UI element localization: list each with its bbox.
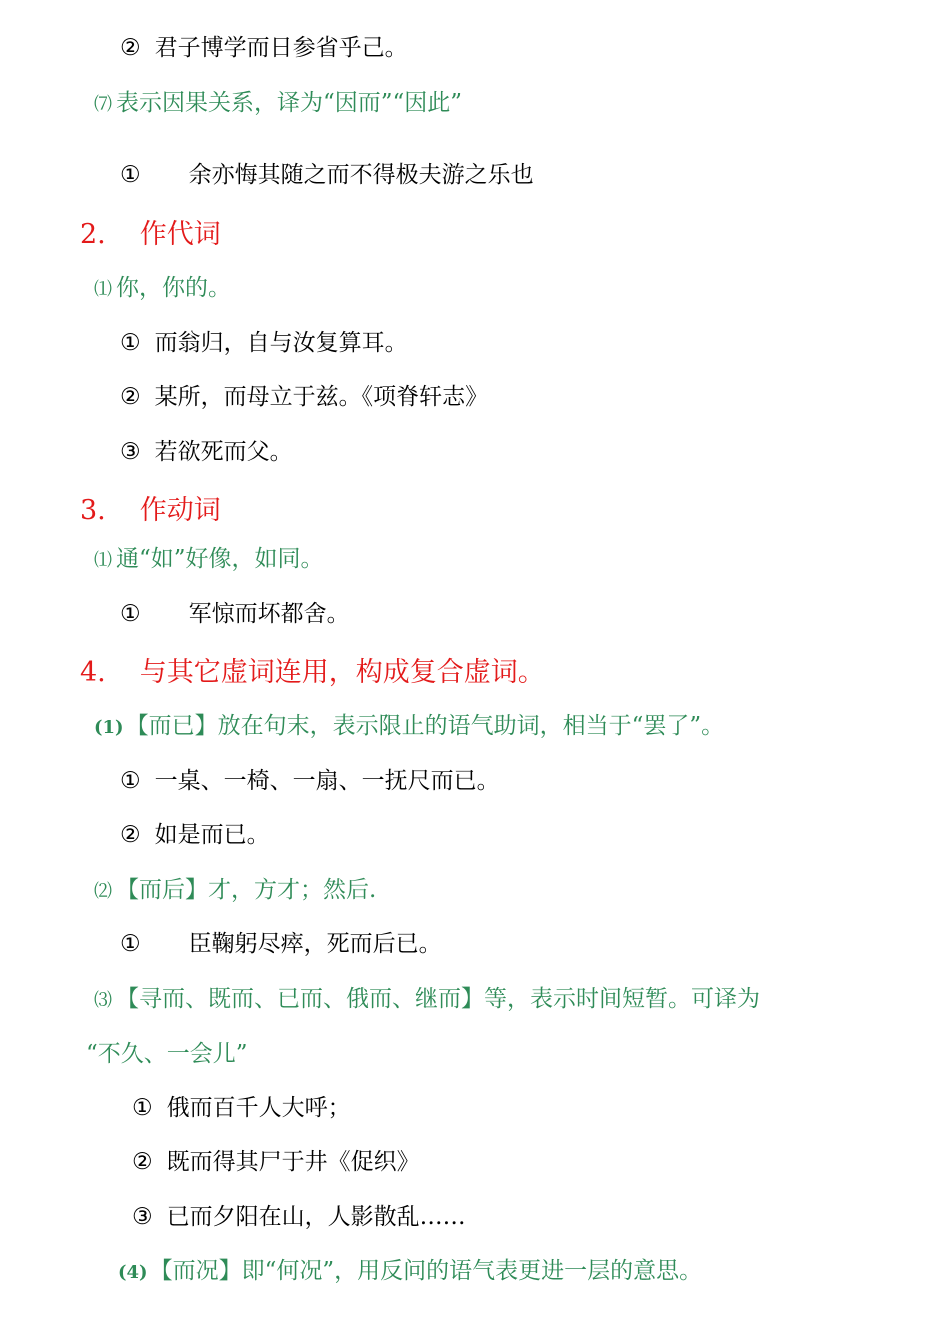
circled-number: ② bbox=[120, 35, 141, 61]
circled-number: ③ bbox=[120, 439, 141, 465]
section-number: 4. bbox=[80, 657, 106, 688]
sub-heading-continuation bbox=[86, 1043, 248, 1066]
parenthesized-number: (4) bbox=[118, 1262, 148, 1283]
circled-number: ③ bbox=[132, 1204, 153, 1230]
example-sentence bbox=[120, 164, 534, 187]
parenthesized-number: (1) bbox=[94, 717, 124, 738]
example-text: 一桌、一椅、一扇、一抚尺而已。 bbox=[154, 768, 500, 794]
parenthesized-number: ⑺ bbox=[94, 94, 112, 115]
example-sentence bbox=[120, 441, 293, 464]
example-sentence bbox=[132, 1206, 466, 1229]
example-text: 军惊而坏都舍。 bbox=[188, 601, 350, 627]
example-sentence bbox=[120, 603, 350, 626]
circled-number: ② bbox=[120, 384, 141, 410]
sub-heading-text: 【而已】放在句末，表示限止的语气助词，相当于“罢了”。 bbox=[125, 713, 725, 739]
example-text: 如是而已。 bbox=[154, 822, 270, 848]
section-number: 2. bbox=[80, 219, 106, 250]
example-text: 已而夕阳在山，人影散乱…… bbox=[166, 1204, 466, 1230]
sub-heading-text: 【而后】才，方才；然后. bbox=[116, 877, 377, 903]
parenthesized-number: ⑶ bbox=[94, 990, 112, 1011]
sub-heading bbox=[94, 92, 462, 115]
example-text: 若欲死而父。 bbox=[154, 439, 293, 465]
section-title: 作动词 bbox=[139, 495, 221, 526]
parenthesized-number: ⑴ bbox=[94, 279, 112, 300]
circled-number: ① bbox=[120, 601, 141, 627]
example-sentence bbox=[120, 770, 500, 793]
circled-number: ① bbox=[132, 1095, 153, 1121]
sub-heading-text: 【而况】即“何况”，用反问的语气表更进一层的意思。 bbox=[149, 1258, 703, 1284]
example-sentence bbox=[132, 1097, 351, 1120]
sub-heading-text: 你，你的。 bbox=[116, 275, 231, 301]
example-sentence bbox=[120, 37, 408, 60]
sub-heading bbox=[94, 988, 760, 1011]
example-sentence bbox=[132, 1151, 420, 1174]
section-title: 作代词 bbox=[139, 219, 221, 250]
circled-number: ② bbox=[120, 822, 141, 848]
example-sentence bbox=[120, 824, 270, 847]
example-text: 余亦悔其随之而不得极夫游之乐也 bbox=[188, 162, 534, 188]
example-text: 君子博学而日参省乎己。 bbox=[154, 35, 408, 61]
circled-number: ① bbox=[120, 768, 141, 794]
example-text: 某所，而母立于兹。《项脊轩志》 bbox=[154, 384, 489, 410]
section-heading bbox=[80, 221, 221, 248]
sub-heading-text: 通“如”好像，如同。 bbox=[116, 546, 324, 572]
example-sentence bbox=[120, 332, 408, 355]
sub-heading bbox=[94, 548, 324, 571]
section-heading bbox=[80, 497, 221, 524]
sub-heading-text: “不久、一会儿” bbox=[86, 1041, 248, 1067]
example-text: 俄而百千人大呼； bbox=[166, 1095, 351, 1121]
example-sentence bbox=[120, 933, 442, 956]
sub-heading bbox=[94, 879, 376, 902]
circled-number: ① bbox=[120, 330, 141, 356]
sub-heading-text: 【寻而、既而、已而、俄而、继而】等，表示时间短暂。可译为 bbox=[116, 986, 760, 1012]
section-heading bbox=[80, 659, 545, 686]
sub-heading bbox=[94, 715, 724, 738]
parenthesized-number: ⑴ bbox=[94, 550, 112, 571]
sub-heading bbox=[94, 277, 231, 300]
sub-heading bbox=[118, 1260, 702, 1283]
example-text: 臣鞠躬尽瘁，死而后已。 bbox=[188, 931, 442, 957]
example-text: 而翁归，自与汝复算耳。 bbox=[154, 330, 408, 356]
parenthesized-number: ⑵ bbox=[94, 881, 112, 902]
example-sentence bbox=[120, 386, 488, 409]
section-number: 3. bbox=[80, 495, 106, 526]
circled-number: ① bbox=[120, 162, 141, 188]
circled-number: ① bbox=[120, 931, 141, 957]
circled-number: ② bbox=[132, 1149, 153, 1175]
sub-heading-text: 表示因果关系，译为“因而”“因此” bbox=[116, 90, 463, 116]
section-title: 与其它虚词连用，构成复合虚词。 bbox=[139, 657, 545, 688]
example-text: 既而得其尸于井《促织》 bbox=[166, 1149, 420, 1175]
